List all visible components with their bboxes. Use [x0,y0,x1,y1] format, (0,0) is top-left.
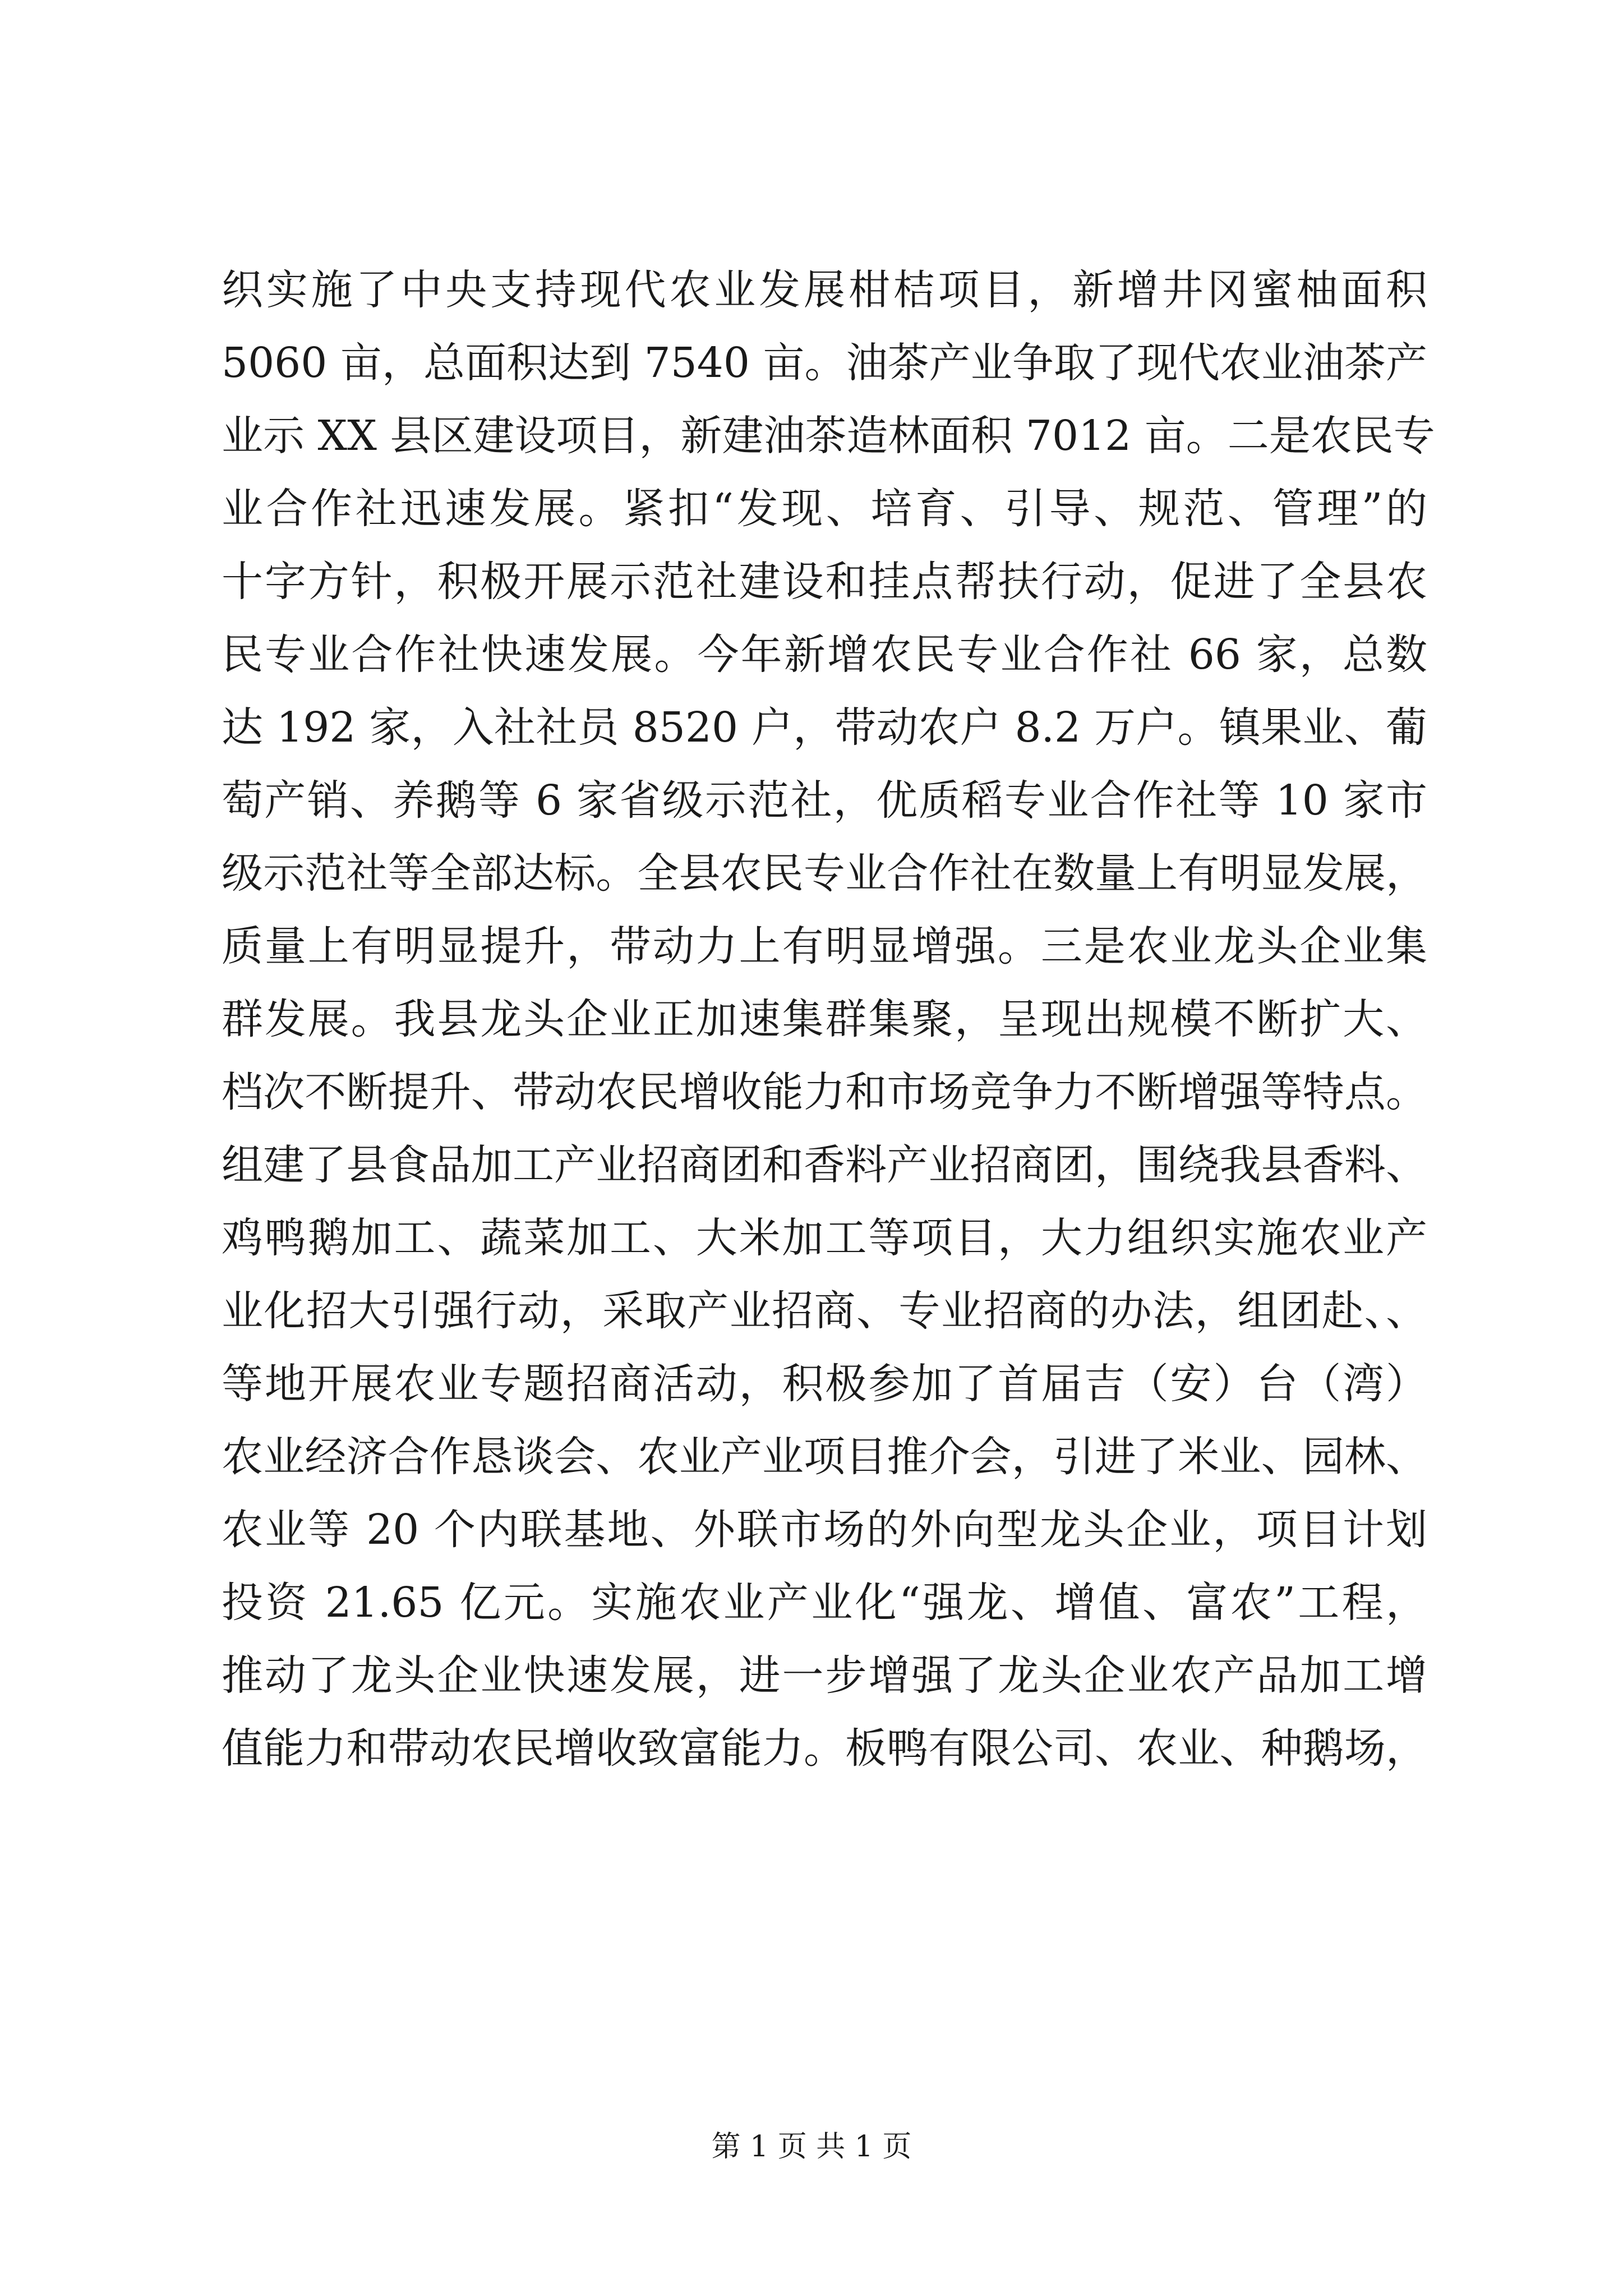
text-line: 推动了龙头企业快速发展，进一步增强了龙头企业农产品加工增 [222,1651,1427,1700]
text-line: 达 192 家，入社社员 8520 户，带动农户 8.2 万户。镇果业、葡 [222,703,1427,752]
text-line: 质量上有明显提升，带动力上有明显增强。三是农业龙头企业集 [222,922,1427,970]
text-line: 织实施了中央支持现代农业发展柑桔项目，新增井冈蜜柚面积 [222,266,1427,314]
text-line: 农业经济合作恳谈会、农业产业项目推介会，引进了米业、园林、 [222,1433,1427,1481]
text-line: 档次不断提升、带动农民增收能力和市场竞争力不断增强等特点。 [222,1068,1427,1116]
page-number-label: 第 1 页 共 1 页 [711,2130,912,2164]
text-line: 级示范社等全部达标。全县农民专业合作社在数量上有明显发展， [222,849,1427,898]
text-line: 群发展。我县龙头企业正加速集群集聚，呈现出规模不断扩大、 [222,995,1427,1043]
text-line: 业化招大引强行动，采取产业招商、专业招商的办法，组团赴、、 [222,1287,1427,1335]
text-line: 萄产销、养鹅等 6 家省级示范社，优质稻专业合作社等 10 家市 [222,776,1427,825]
text-line: 民专业合作社快速发展。今年新增农民专业合作社 66 家，总数 [222,631,1427,679]
body-text [222,254,1435,1785]
page-footer [0,2127,1623,2166]
text-line: 组建了县食品加工产业招商团和香料产业招商团，围绕我县香料、 [222,1141,1427,1189]
text-line: 鸡鸭鹅加工、蔬菜加工、大米加工等项目，大力组织实施农业产 [222,1214,1427,1262]
text-line: 投资 21.65 亿元。实施农业产业化“强龙、增值、富农”工程， [222,1579,1427,1627]
text-line: 等地开展农业专题招商活动，积极参加了首届吉（安）台（湾） [222,1360,1427,1408]
text-line: 农业等 20 个内联基地、外联市场的外向型龙头企业，项目计划 [222,1506,1427,1554]
text-line: 值能力和带动农民增收致富能力。板鸭有限公司、农业、种鹅场， [222,1724,1427,1773]
text-line: 业示 XX 县区建设项目，新建油茶造林面积 7012 亩。二是农民专 [222,412,1435,460]
text-line: 业合作社迅速发展。紧扣“发现、培育、引导、规范、管理”的 [222,485,1427,533]
text-line: 十字方针，积极开展示范社建设和挂点帮扶行动，促进了全县农 [222,558,1427,606]
text-line: 5060 亩，总面积达到 7540 亩。油茶产业争取了现代农业油茶产 [222,339,1427,387]
